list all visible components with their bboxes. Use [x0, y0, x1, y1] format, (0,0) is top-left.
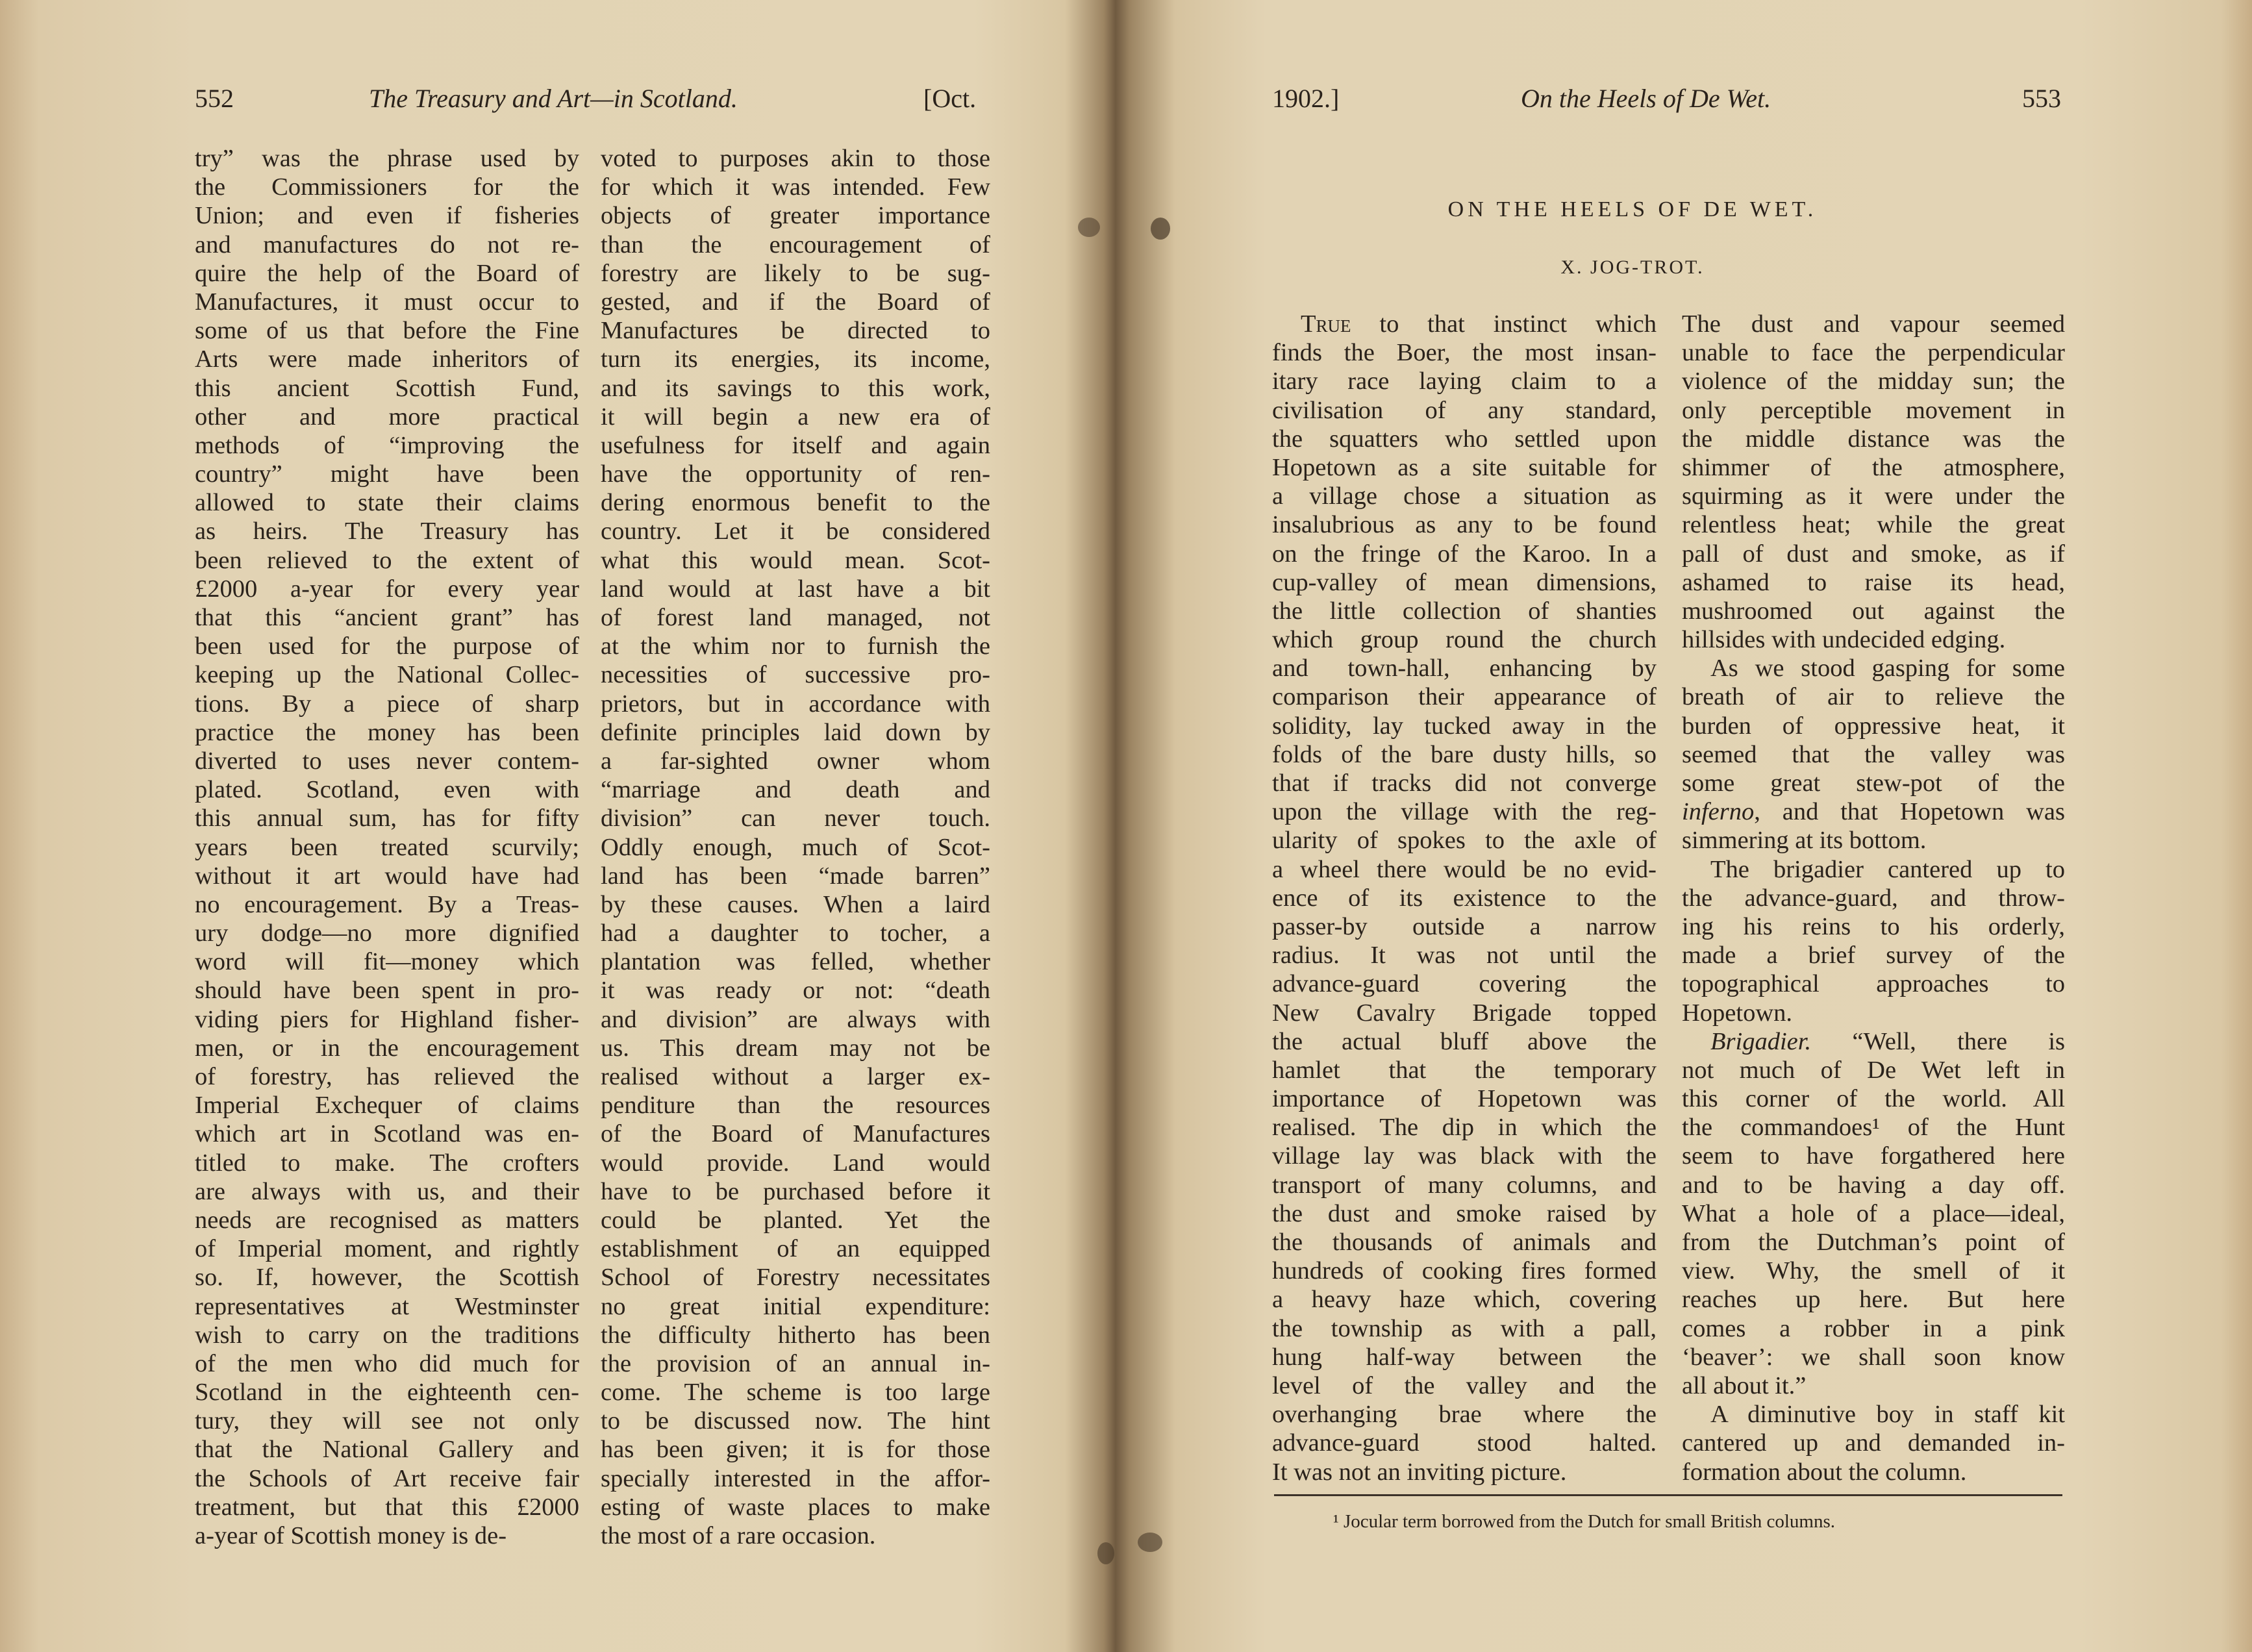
text-line: ence of its existence to the [1272, 884, 1657, 912]
text-line: realised without a larger ex- [601, 1063, 990, 1090]
text-line: finds the Boer, the most insan- [1272, 339, 1657, 367]
text-line: not much of De Wet left in [1682, 1056, 2065, 1084]
text-line: all about it.” [1682, 1371, 1807, 1399]
text-line: of Imperial moment, and rightly [195, 1235, 579, 1263]
running-title: The Treasury and Art—in Scotland. [369, 84, 738, 113]
text-line: which art in Scotland was en- [195, 1120, 579, 1148]
text-line: a wheel there would be no evid- [1272, 855, 1657, 883]
text-line: seemed that the valley was [1682, 740, 2065, 768]
text-line: burden of oppressive heat, it [1682, 712, 2065, 740]
text-line: word will fit—money which [195, 948, 579, 976]
text-column-2 [1682, 310, 2065, 1486]
text-line: ularity of spokes to the axle of [1272, 827, 1657, 855]
text-line: Scotland in the eighteenth cen- [195, 1379, 579, 1407]
text-line: necessities of successive pro- [601, 661, 990, 689]
text-line: no great initial expenditure: [601, 1292, 990, 1320]
text-line: gested, and if the Board of [601, 288, 990, 316]
text-line: division” can never touch. [601, 805, 990, 832]
text-line: the squatters who settled upon [1272, 425, 1657, 453]
text-line: land has been “made barren” [601, 862, 990, 890]
text-line: this ancient Scottish Fund, [195, 374, 579, 402]
text-line: Brigadier. “Well, there is [1710, 1027, 2065, 1055]
text-line: the dust and smoke raised by [1272, 1199, 1657, 1227]
text-line: dering enormous benefit to the [601, 489, 990, 517]
text-line: allowed to state their claims [195, 489, 579, 517]
text-line: Manufactures be directed to [601, 317, 990, 345]
text-column-2 [601, 144, 990, 1550]
text-line: advance-guard stood halted. [1272, 1429, 1657, 1457]
text-line: quire the help of the Board of [195, 259, 579, 287]
text-line: years been treated scurvily; [195, 833, 579, 861]
footnote: ¹ Jocular term borrowed from the Dutch for small British columns. [1333, 1511, 1836, 1532]
text-line: the Commissioners for the [195, 173, 579, 201]
text-line: it was ready or not: “death [601, 977, 990, 1005]
text-line: Union; and even if fisheries [195, 202, 579, 230]
text-line: been relieved to the extent of [195, 546, 579, 574]
text-line: Arts were made inheritors of [195, 345, 579, 373]
text-line: a far-sighted owner whom [601, 747, 990, 775]
text-line: as heirs. The Treasury has [195, 518, 579, 545]
text-line: hamlet that the temporary [1272, 1056, 1657, 1084]
text-line: have the opportunity of ren- [601, 460, 990, 488]
text-line: and manufactures do not re- [195, 231, 579, 258]
text-line: tury, they will see not only [195, 1407, 579, 1435]
text-line: pall of dust and smoke, as if [1682, 540, 2065, 568]
text-line: only perceptible movement in [1682, 396, 2065, 424]
text-line: from the Dutchman’s point of [1682, 1229, 2065, 1256]
text-line: land would at last have a bit [601, 575, 990, 603]
text-line: come. The scheme is too large [601, 1379, 990, 1407]
text-line: the advance-guard, and throw- [1682, 884, 2065, 912]
text-line: country” might have been [195, 460, 579, 488]
text-line: shimmer of the atmosphere, [1682, 453, 2065, 481]
text-line: and town-hall, enhancing by [1272, 655, 1657, 682]
text-line: a-year of Scottish money is de- [195, 1522, 507, 1549]
text-line: esting of waste places to make [601, 1493, 990, 1521]
text-line: titled to make. The crofters [195, 1149, 579, 1177]
text-line: and its savings to this work, [601, 374, 990, 402]
text-line: and division” are always with [601, 1005, 990, 1033]
text-line: representatives at Westminster [195, 1292, 579, 1320]
text-line: view. Why, the smell of it [1682, 1257, 2065, 1285]
text-line: establishment of an equipped [601, 1235, 990, 1263]
text-line: ashamed to raise its head, [1682, 568, 2065, 596]
footnote-rule [1274, 1494, 2062, 1496]
text-line: methods of “improving the [195, 431, 579, 459]
text-line: other and more practical [195, 403, 579, 431]
text-line: and to be having a day off. [1682, 1171, 2065, 1199]
paper-blemish [1138, 1533, 1162, 1552]
text-line: definite principles laid down by [601, 718, 990, 746]
text-line: at the whim nor to furnish the [601, 632, 990, 660]
opening-word: True [1301, 310, 1351, 338]
text-line: diverted to uses never contem- [195, 747, 579, 775]
text-line: “marriage and death and [601, 776, 990, 804]
text-line: The dust and vapour seemed [1682, 310, 2065, 338]
text-line: it will begin a new era of [601, 403, 990, 431]
text-line: the difficulty hitherto has been [601, 1321, 990, 1349]
text-line: ury dodge—no more dignified [195, 920, 579, 947]
text-line: could be planted. Yet the [601, 1206, 990, 1234]
text-line: without it art would have had [195, 862, 579, 890]
text-line: wish to carry on the traditions [195, 1321, 579, 1349]
text-line: passer-by outside a narrow [1272, 912, 1657, 940]
text-line: unable to face the perpendicular [1682, 339, 2065, 367]
text-line: made a brief survey of the [1682, 942, 2065, 970]
first-line [1272, 310, 1657, 338]
text-line: this annual sum, has for fifty [195, 805, 579, 832]
running-date: 1902.] [1272, 84, 1340, 113]
text-line: that this “ancient grant” has [195, 604, 579, 631]
text-line: the commandoes¹ of the Hunt [1682, 1114, 2065, 1142]
paper-blemish [1097, 1542, 1114, 1564]
text-line: the Schools of Art receive fair [195, 1464, 579, 1492]
text-line: the most of a rare occasion. [601, 1522, 876, 1549]
text-line: solidity, lay tucked away in the [1272, 712, 1657, 740]
text-line: has been given; it is for those [601, 1436, 990, 1464]
text-line: cup-valley of mean dimensions, [1272, 568, 1657, 596]
text-line: which group round the church [1272, 626, 1657, 654]
text-line: formation about the column. [1682, 1458, 1967, 1486]
text-line: overhanging brae where the [1272, 1401, 1657, 1429]
text-line: that the National Gallery and [195, 1436, 579, 1464]
text-line: that if tracks did not converge [1272, 770, 1657, 797]
text-line: importance of Hopetown was [1272, 1085, 1657, 1113]
text-line: of the men who did much for [195, 1349, 579, 1377]
text-line: what this would mean. Scot- [601, 546, 990, 574]
text-line: been used for the purpose of [195, 632, 579, 660]
text-line: usefulness for itself and again [601, 431, 990, 459]
text-line: the middle distance was the [1682, 425, 2065, 453]
text-line: upon the village with the reg- [1272, 798, 1657, 826]
text-line: seem to have forgathered here [1682, 1142, 2065, 1170]
text-line: some great stew-pot of the [1682, 770, 2065, 797]
text-line: reaches up here. But here [1682, 1286, 2065, 1314]
text-line: the actual bluff above the [1272, 1027, 1657, 1055]
text-line: practice the money has been [195, 718, 579, 746]
text-line: What a hole of a place—ideal, [1682, 1199, 2065, 1227]
text-line: have to be purchased before it [601, 1177, 990, 1205]
text-line: topographical approaches to [1682, 970, 2065, 998]
text-line: no encouragement. By a Treas- [195, 890, 579, 918]
text-line: Oddly enough, much of Scot- [601, 833, 990, 861]
text-line: should have been spent in pro- [195, 977, 579, 1005]
text-line: £2000 a-year for every year [195, 575, 579, 603]
text-line: hung half-way between the [1272, 1343, 1657, 1371]
text-line: A diminutive boy in staff kit [1710, 1401, 2065, 1429]
text-line: Hopetown. [1682, 999, 1793, 1027]
paper-blemish [1078, 218, 1100, 237]
text-line: the thousands of animals and [1272, 1229, 1657, 1256]
text-line: would provide. Land would [601, 1149, 990, 1177]
text-column-1 [195, 144, 579, 1550]
text-line: The brigadier cantered up to [1710, 855, 2065, 883]
text-line: are always with us, and their [195, 1177, 579, 1205]
text-line: New Cavalry Brigade topped [1272, 999, 1657, 1027]
text-line: of the Board of Manufactures [601, 1120, 990, 1148]
text-line: than the encouragement of [601, 231, 990, 258]
text-line: level of the valley and the [1272, 1371, 1657, 1399]
text-line: men, or in the encouragement [195, 1034, 579, 1062]
text-line: mushroomed out against the [1682, 597, 2065, 625]
text-line: plated. Scotland, even with [195, 776, 579, 804]
text-line: on the fringe of the Karoo. In a [1272, 540, 1657, 568]
text-line: transport of many columns, and [1272, 1171, 1657, 1199]
text-line: of forestry, has relieved the [195, 1063, 579, 1090]
text-line: civilisation of any standard, [1272, 396, 1657, 424]
text-line: It was not an inviting picture. [1272, 1458, 1567, 1486]
text-line: of forest land managed, not [601, 604, 990, 631]
text-line: advance-guard covering the [1272, 970, 1657, 998]
running-title: On the Heels of De Wet. [1521, 84, 1771, 113]
left-page [0, 0, 1116, 1652]
text-line: a heavy haze which, covering [1272, 1286, 1657, 1314]
text-line: village lay was black with the [1272, 1142, 1657, 1170]
text-line: realised. The dip in which the [1272, 1114, 1657, 1142]
text-line: plantation was felled, whether [601, 948, 990, 976]
text-fragment: to that instinct which [1351, 310, 1657, 338]
text-line: comes a robber in a pink [1682, 1314, 2065, 1342]
page-number: 553 [2022, 84, 2061, 113]
text-line: voted to purposes akin to those [601, 145, 990, 172]
text-line: simmering at its bottom. [1682, 827, 1927, 855]
text-line: breath of air to relieve the [1682, 683, 2065, 711]
text-line: squirming as it were under the [1682, 482, 2065, 510]
text-line: needs are recognised as matters [195, 1206, 579, 1234]
text-line: hundreds of cooking fires formed [1272, 1257, 1657, 1285]
text-line: penditure than the resources [601, 1092, 990, 1120]
text-line: itary race laying claim to a [1272, 368, 1657, 395]
text-line: country. Let it be considered [601, 518, 990, 545]
text-line: had a daughter to tocher, a [601, 920, 990, 947]
text-line: try” was the phrase used by [195, 145, 579, 172]
text-line: this corner of the world. All [1682, 1085, 2065, 1113]
text-line: us. This dream may not be [601, 1034, 990, 1062]
text-line: radius. It was not until the [1272, 942, 1657, 970]
text-line: forestry are likely to be sug- [601, 259, 990, 287]
text-line: the provision of an annual in- [601, 1349, 990, 1377]
text-line: specially interested in the affor- [601, 1464, 990, 1492]
text-line: turn its energies, its income, [601, 345, 990, 373]
text-line: folds of the bare dusty hills, so [1272, 740, 1657, 768]
text-line: ‘beaver’: we shall soon know [1682, 1343, 2065, 1371]
text-line: comparison their appearance of [1272, 683, 1657, 711]
text-line: insalubrious as any to be found [1272, 511, 1657, 539]
text-line: the township as with a pall, [1272, 1314, 1657, 1342]
text-line: violence of the midday sun; the [1682, 368, 2065, 395]
paper-blemish [1151, 218, 1170, 240]
text-line: prietors, but in accordance with [601, 690, 990, 718]
text-line: viding piers for Highland fisher- [195, 1005, 579, 1033]
text-line: hillsides with undecided edging. [1682, 626, 2006, 654]
text-line: cantered up and demanded in- [1682, 1429, 2065, 1457]
text-line: ing his reins to his orderly, [1682, 912, 2065, 940]
text-line: tions. By a piece of sharp [195, 690, 579, 718]
page-number: 552 [195, 84, 234, 113]
text-line: objects of greater importance [601, 202, 990, 230]
text-line: keeping up the National Collec- [195, 661, 579, 689]
text-line: the little collection of shanties [1272, 597, 1657, 625]
text-line: School of Forestry necessitates [601, 1264, 990, 1292]
text-line: by these causes. When a laird [601, 890, 990, 918]
chapter-title: X. JOG-TROT. [1560, 257, 1705, 278]
text-line: Manufactures, it must occur to [195, 288, 579, 316]
text-line: As we stood gasping for some [1710, 655, 2065, 682]
text-line: inferno, and that Hopetown was [1682, 798, 2065, 826]
text-line: Hopetown as a site suitable for [1272, 453, 1657, 481]
text-line: treatment, but that this £2000 [195, 1493, 579, 1521]
text-line: Imperial Exchequer of claims [195, 1092, 579, 1120]
text-line: so. If, however, the Scottish [195, 1264, 579, 1292]
text-column-1 [1272, 310, 1657, 1486]
text-line: relentless heat; while the great [1682, 511, 2065, 539]
text-line: a village chose a situation as [1272, 482, 1657, 510]
text-line: some of us that before the Fine [195, 317, 579, 345]
text-line: for which it was intended. Few [601, 173, 990, 201]
text-line: to be discussed now. The hint [601, 1407, 990, 1435]
article-title: ON THE HEELS OF DE WET. [1447, 197, 1818, 221]
running-date: [Oct. [923, 84, 977, 113]
